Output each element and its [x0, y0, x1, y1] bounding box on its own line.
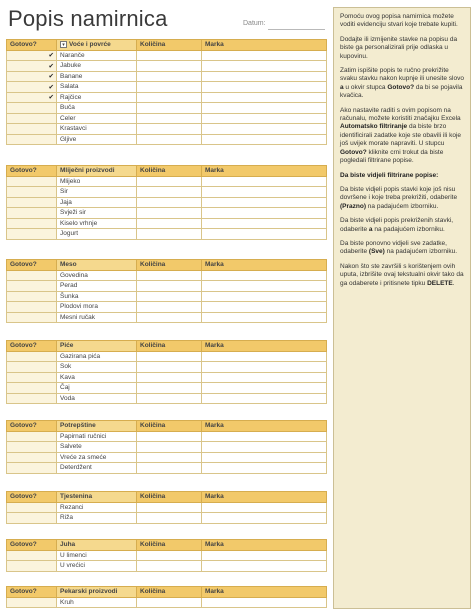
- instructions-textbox[interactable]: [333, 7, 471, 609]
- kolicina-cell[interactable]: [137, 61, 202, 72]
- gotovo-cell[interactable]: [7, 187, 57, 198]
- marka-cell[interactable]: [202, 291, 327, 302]
- gotovo-header: Gotovo?: [7, 421, 57, 432]
- gotovo-cell[interactable]: [7, 383, 57, 394]
- table-row: [7, 113, 327, 124]
- item-name-cell[interactable]: Gljive: [57, 134, 137, 145]
- table-header-row: [7, 540, 327, 551]
- item-name-cell[interactable]: Plodovi mora: [57, 302, 137, 313]
- marka-cell[interactable]: [202, 50, 327, 61]
- marka-header: Marka: [202, 166, 327, 177]
- gotovo-cell[interactable]: [7, 229, 57, 240]
- kolicina-cell[interactable]: [137, 302, 202, 313]
- table-row: [7, 176, 327, 187]
- table-row: [7, 291, 327, 302]
- marka-cell[interactable]: [202, 362, 327, 373]
- marka-cell[interactable]: [202, 197, 327, 208]
- item-name-cell[interactable]: Deterdžent: [57, 463, 137, 474]
- marka-cell[interactable]: [202, 442, 327, 453]
- category-header: [57, 421, 137, 432]
- gotovo-cell[interactable]: [7, 50, 57, 61]
- table-row: [7, 187, 327, 198]
- kolicina-cell[interactable]: [137, 113, 202, 124]
- gotovo-cell[interactable]: [7, 103, 57, 114]
- table-row: [7, 597, 327, 608]
- table-row: [7, 124, 327, 135]
- marka-header: Marka: [202, 421, 327, 432]
- gotovo-cell[interactable]: [7, 71, 57, 82]
- table-row: [7, 502, 327, 513]
- item-name-cell[interactable]: Svježi sir: [57, 208, 137, 219]
- gotovo-cell[interactable]: [7, 176, 57, 187]
- marka-cell[interactable]: [202, 597, 327, 608]
- item-name-cell[interactable]: Sir: [57, 187, 137, 198]
- marka-cell[interactable]: [202, 312, 327, 323]
- gotovo-cell[interactable]: [7, 61, 57, 72]
- gotovo-cell[interactable]: [7, 561, 57, 572]
- item-name-cell[interactable]: Šunka: [57, 291, 137, 302]
- marka-header: Marka: [202, 540, 327, 551]
- gotovo-cell[interactable]: [7, 463, 57, 474]
- gotovo-cell[interactable]: [7, 302, 57, 313]
- category-label: Voće i povrće: [69, 41, 111, 49]
- instructions-paragraph: Nakon što ste završili s korištenjem ovih uputa, izbrišite ovaj tekstualni okvir tako da ga odaberete i pritisnete tipku DELETE.: [340, 262, 464, 287]
- item-name-cell[interactable]: Kava: [57, 372, 137, 383]
- kolicina-cell[interactable]: [137, 197, 202, 208]
- gotovo-cell[interactable]: [7, 513, 57, 524]
- table-header-row: [7, 341, 327, 352]
- category-label: Meso: [60, 261, 77, 269]
- item-name-cell[interactable]: Krastavci: [57, 124, 137, 135]
- table-row: [7, 92, 327, 103]
- kolicina-header: Količina: [137, 341, 202, 352]
- marka-header: Marka: [202, 260, 327, 271]
- kolicina-header: Količina: [137, 540, 202, 551]
- category-table: [6, 539, 327, 572]
- category-header: [57, 492, 137, 503]
- marka-cell[interactable]: [202, 431, 327, 442]
- gotovo-cell[interactable]: [7, 431, 57, 442]
- gotovo-header: Gotovo?: [7, 341, 57, 352]
- marka-cell[interactable]: [202, 351, 327, 362]
- category-header: [57, 587, 137, 598]
- kolicina-cell[interactable]: [137, 103, 202, 114]
- category-table: [6, 39, 327, 145]
- category-label: Pekarski proizvodi: [60, 588, 118, 596]
- category-label: Tjestenina: [60, 493, 93, 501]
- instructions-paragraph: Dodajte ili izmijenite stavke na popisu da biste ga personalizirali prije odlaska u kupovinu.: [340, 35, 458, 60]
- marka-header: Marka: [202, 492, 327, 503]
- table-row: [7, 513, 327, 524]
- gotovo-header: Gotovo?: [7, 587, 57, 598]
- checkmark-icon: ✔: [48, 62, 54, 70]
- item-name-cell[interactable]: Buča: [57, 103, 137, 114]
- table-header-row: [7, 587, 327, 598]
- table-row: [7, 372, 327, 383]
- gotovo-cell[interactable]: [7, 442, 57, 453]
- gotovo-cell[interactable]: [7, 312, 57, 323]
- gotovo-header: Gotovo?: [7, 260, 57, 271]
- marka-cell[interactable]: [202, 218, 327, 229]
- table-row: [7, 71, 327, 82]
- gotovo-header: Gotovo?: [7, 540, 57, 551]
- item-name-cell[interactable]: Jabuke: [57, 61, 137, 72]
- kolicina-cell[interactable]: [137, 134, 202, 145]
- gotovo-cell[interactable]: [7, 218, 57, 229]
- kolicina-cell[interactable]: [137, 281, 202, 292]
- kolicina-cell[interactable]: [137, 463, 202, 474]
- marka-cell[interactable]: [202, 82, 327, 93]
- category-table: [6, 420, 327, 474]
- gotovo-cell[interactable]: [7, 208, 57, 219]
- item-name-cell[interactable]: Papirnati ručnici: [57, 431, 137, 442]
- item-name-cell[interactable]: Salata: [57, 82, 137, 93]
- gotovo-cell[interactable]: [7, 393, 57, 404]
- marka-cell[interactable]: [202, 71, 327, 82]
- gotovo-cell[interactable]: [7, 502, 57, 513]
- kolicina-cell[interactable]: [137, 597, 202, 608]
- item-name-cell[interactable]: Mesni ručak: [57, 312, 137, 323]
- instructions-paragraph: Ako nastavite raditi s ovim popisom na računalu, možete koristiti značajku Excela Automatsko filtriranje da biste brzo identificirali zadatke koje ste obavili ili koje još uvijek morate napraviti. U stupcu Gotovo? kliknite crni trokut da biste pogledali filtrirane popise.: [340, 106, 462, 165]
- item-name-cell[interactable]: Rezanci: [57, 502, 137, 513]
- table-row: [7, 103, 327, 114]
- gotovo-cell[interactable]: [7, 197, 57, 208]
- marka-cell[interactable]: [202, 270, 327, 281]
- category-label: Piće: [60, 342, 74, 350]
- table-row: [7, 50, 327, 61]
- table-row: [7, 393, 327, 404]
- item-name-cell[interactable]: Vreće za smeće: [57, 452, 137, 463]
- marka-cell[interactable]: [202, 463, 327, 474]
- marka-cell[interactable]: [202, 103, 327, 114]
- instructions-paragraph: Pomoću ovog popisa namirnica možete voditi evidenciju stvari koje trebate kupiti.: [340, 13, 458, 29]
- instructions-paragraph: Da biste vidjeli popis prekriženih stavki, odaberite a na padajućem izborniku.: [340, 217, 454, 233]
- item-name-cell[interactable]: Sok: [57, 362, 137, 373]
- instructions-paragraph: Da biste ponovno vidjeli sve zadatke, odaberite (Sve) na padajućem izborniku.: [340, 239, 458, 256]
- gotovo-header: Gotovo?: [7, 40, 57, 51]
- category-header: [57, 166, 137, 177]
- item-name-cell[interactable]: Riža: [57, 513, 137, 524]
- kolicina-cell[interactable]: [137, 50, 202, 61]
- table-header-row: [7, 166, 327, 177]
- filter-dropdown-icon[interactable]: ▾: [60, 41, 67, 48]
- instructions-heading: Da biste vidjeli filtrirane popise:: [340, 171, 439, 179]
- kolicina-cell[interactable]: [137, 550, 202, 561]
- gotovo-cell[interactable]: [7, 351, 57, 362]
- kolicina-header: Količina: [137, 40, 202, 51]
- kolicina-cell[interactable]: [137, 124, 202, 135]
- table-row: [7, 452, 327, 463]
- marka-cell[interactable]: [202, 372, 327, 383]
- kolicina-cell[interactable]: [137, 442, 202, 453]
- table-row: [7, 463, 327, 474]
- category-table: [6, 491, 327, 524]
- table-header-row: [7, 260, 327, 271]
- gotovo-cell[interactable]: [7, 550, 57, 561]
- kolicina-cell[interactable]: [137, 208, 202, 219]
- gotovo-header: Gotovo?: [7, 492, 57, 503]
- kolicina-header: Količina: [137, 260, 202, 271]
- marka-cell[interactable]: [202, 229, 327, 240]
- gotovo-cell[interactable]: [7, 281, 57, 292]
- kolicina-cell[interactable]: [137, 431, 202, 442]
- category-label: Mliječni proizvodi: [60, 167, 115, 175]
- kolicina-cell[interactable]: [137, 229, 202, 240]
- kolicina-cell[interactable]: [137, 312, 202, 323]
- date-label: Datum:: [243, 20, 266, 27]
- marka-cell[interactable]: [202, 113, 327, 124]
- category-table: [6, 165, 327, 240]
- table-row: [7, 362, 327, 373]
- marka-cell[interactable]: [202, 513, 327, 524]
- kolicina-cell[interactable]: [137, 218, 202, 229]
- marka-cell[interactable]: [202, 281, 327, 292]
- table-row: [7, 281, 327, 292]
- item-name-cell[interactable]: Salvete: [57, 442, 137, 453]
- category-header: [57, 540, 137, 551]
- marka-cell[interactable]: [202, 61, 327, 72]
- table-row: [7, 229, 327, 240]
- kolicina-cell[interactable]: [137, 393, 202, 404]
- marka-header: Marka: [202, 587, 327, 598]
- marka-cell[interactable]: [202, 561, 327, 572]
- table-row: [7, 383, 327, 394]
- category-table: [6, 340, 327, 404]
- marka-cell[interactable]: [202, 208, 327, 219]
- item-name-cell[interactable]: Jogurt: [57, 229, 137, 240]
- marka-header: Marka: [202, 40, 327, 51]
- marka-cell[interactable]: [202, 187, 327, 198]
- item-name-cell[interactable]: Čaj: [57, 383, 137, 394]
- kolicina-cell[interactable]: [137, 513, 202, 524]
- marka-header: Marka: [202, 341, 327, 352]
- item-name-cell[interactable]: Celer: [57, 113, 137, 124]
- table-header-row: [7, 492, 327, 503]
- table-row: [7, 82, 327, 93]
- item-name-cell[interactable]: Govedina: [57, 270, 137, 281]
- marka-cell[interactable]: [202, 302, 327, 313]
- kolicina-cell[interactable]: [137, 502, 202, 513]
- table-row: [7, 312, 327, 323]
- gotovo-cell[interactable]: [7, 372, 57, 383]
- kolicina-header: Količina: [137, 492, 202, 503]
- item-name-cell[interactable]: Voda: [57, 393, 137, 404]
- kolicina-cell[interactable]: [137, 92, 202, 103]
- table-row: [7, 208, 327, 219]
- item-name-cell[interactable]: Gazirana pića: [57, 351, 137, 362]
- table-row: [7, 351, 327, 362]
- marka-cell[interactable]: [202, 393, 327, 404]
- item-name-cell[interactable]: Rajčice: [57, 92, 137, 103]
- item-name-cell[interactable]: Banane: [57, 71, 137, 82]
- marka-cell[interactable]: [202, 134, 327, 145]
- instructions-paragraph: Zatim ispišite popis te ručno prekrižite svaku stavku nakon kupnje ili unesite slovo a u okvir stupca Gotovo? da bi se pojavila kvačica.: [340, 67, 464, 100]
- table-row: [7, 218, 327, 229]
- table-row: [7, 61, 327, 72]
- kolicina-cell[interactable]: [137, 372, 202, 383]
- kolicina-cell[interactable]: [137, 561, 202, 572]
- checkmark-icon: ✔: [48, 83, 54, 91]
- kolicina-header: Količina: [137, 587, 202, 598]
- item-name-cell[interactable]: Kruh: [57, 597, 137, 608]
- gotovo-cell[interactable]: [7, 291, 57, 302]
- instructions-paragraph: Da biste vidjeli popis stavki koje još nisu dovršene i koje treba prekrižiti, odaberite (Prazno) na padajućem izborniku.: [340, 185, 458, 210]
- table-row: [7, 550, 327, 561]
- gotovo-cell[interactable]: [7, 270, 57, 281]
- marka-cell[interactable]: [202, 383, 327, 394]
- checkmark-icon: ✔: [48, 52, 54, 60]
- table-header-row: [7, 421, 327, 432]
- kolicina-cell[interactable]: [137, 291, 202, 302]
- kolicina-header: Količina: [137, 421, 202, 432]
- page-title: Popis namirnica: [8, 6, 168, 31]
- gotovo-cell[interactable]: [7, 113, 57, 124]
- marka-cell[interactable]: [202, 550, 327, 561]
- gotovo-cell[interactable]: [7, 124, 57, 135]
- item-name-cell[interactable]: Mlijeko: [57, 176, 137, 187]
- category-table: [6, 259, 327, 323]
- item-name-cell[interactable]: Perad: [57, 281, 137, 292]
- checkmark-icon: ✔: [48, 94, 54, 102]
- date-field[interactable]: [268, 29, 325, 30]
- table-row: [7, 134, 327, 145]
- kolicina-cell[interactable]: [137, 187, 202, 198]
- gotovo-cell[interactable]: [7, 452, 57, 463]
- kolicina-cell[interactable]: [137, 351, 202, 362]
- kolicina-cell[interactable]: [137, 270, 202, 281]
- gotovo-header: Gotovo?: [7, 166, 57, 177]
- category-header[interactable]: [57, 40, 137, 51]
- marka-cell[interactable]: [202, 452, 327, 463]
- table-row: [7, 270, 327, 281]
- kolicina-header: Količina: [137, 166, 202, 177]
- gotovo-cell[interactable]: [7, 82, 57, 93]
- marka-cell[interactable]: [202, 502, 327, 513]
- table-row: [7, 442, 327, 453]
- item-name-cell[interactable]: Kiselo vrhnje: [57, 218, 137, 229]
- kolicina-cell[interactable]: [137, 71, 202, 82]
- category-header: [57, 260, 137, 271]
- category-label: Juha: [60, 541, 76, 549]
- table-header-row: [7, 40, 327, 51]
- item-name-cell[interactable]: Naranče: [57, 50, 137, 61]
- kolicina-cell[interactable]: [137, 452, 202, 463]
- category-table: [6, 586, 327, 608]
- gotovo-cell[interactable]: [7, 134, 57, 145]
- gotovo-cell[interactable]: [7, 92, 57, 103]
- gotovo-cell[interactable]: [7, 597, 57, 608]
- category-header: [57, 341, 137, 352]
- table-row: [7, 197, 327, 208]
- table-row: [7, 431, 327, 442]
- item-name-cell[interactable]: U vrećici: [57, 561, 137, 572]
- kolicina-cell[interactable]: [137, 82, 202, 93]
- item-name-cell[interactable]: U limenci: [57, 550, 137, 561]
- item-name-cell[interactable]: Jaja: [57, 197, 137, 208]
- kolicina-cell[interactable]: [137, 176, 202, 187]
- table-row: [7, 561, 327, 572]
- table-row: [7, 302, 327, 313]
- gotovo-cell[interactable]: [7, 362, 57, 373]
- kolicina-cell[interactable]: [137, 362, 202, 373]
- marka-cell[interactable]: [202, 92, 327, 103]
- category-label: Potrepštine: [60, 422, 96, 430]
- marka-cell[interactable]: [202, 176, 327, 187]
- kolicina-cell[interactable]: [137, 383, 202, 394]
- marka-cell[interactable]: [202, 124, 327, 135]
- checkmark-icon: ✔: [48, 73, 54, 81]
